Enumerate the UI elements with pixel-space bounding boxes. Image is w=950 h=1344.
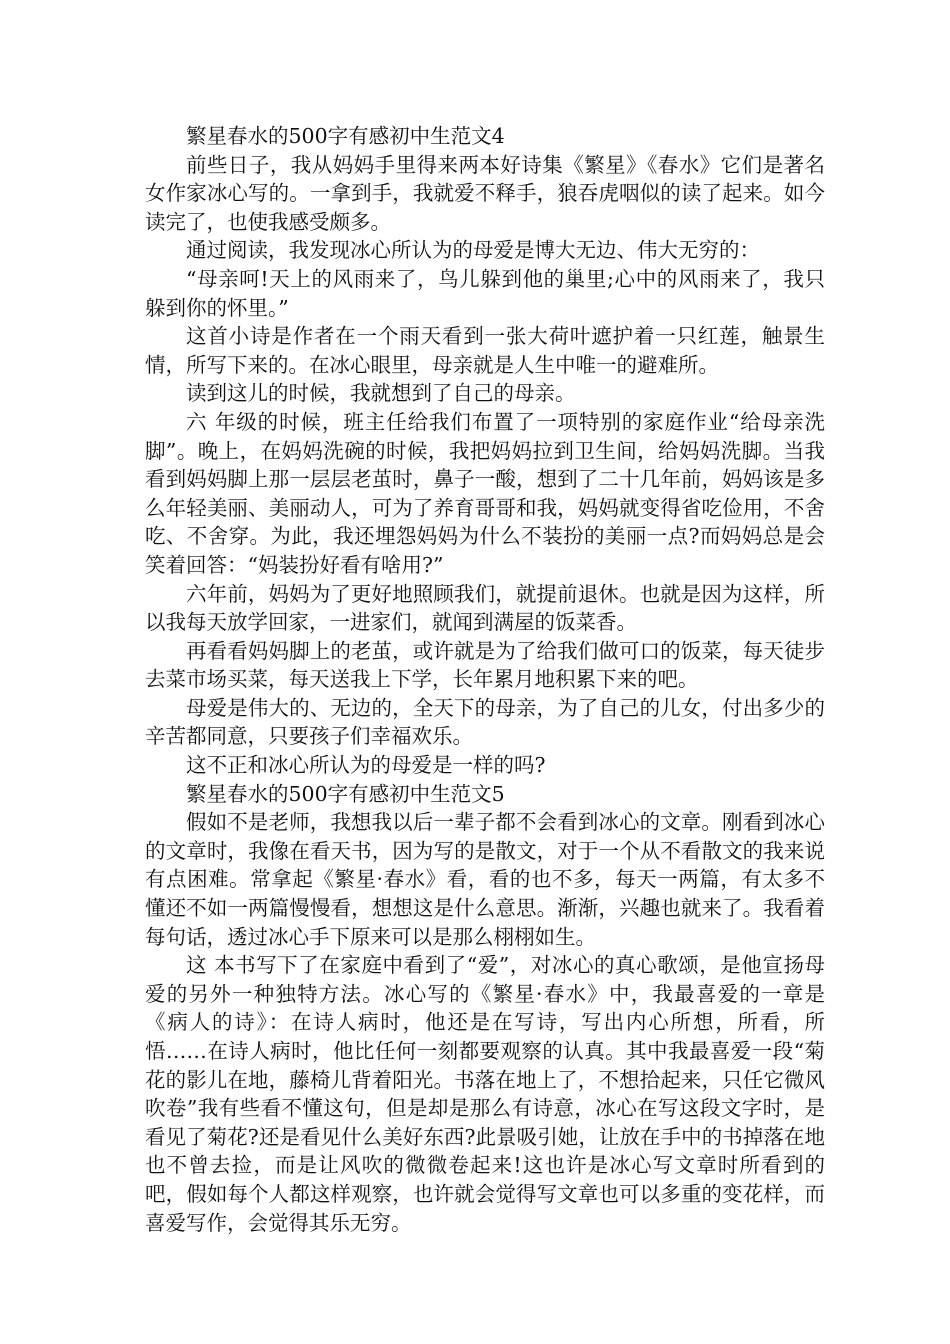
paragraph: 通过阅读，我发现冰心所认为的母爱是博大无边、伟大无穷的： (186, 238, 760, 263)
section-heading-5: 繁星春水的500字有感初中生范文5 (186, 781, 505, 806)
poem-quote: “母亲呵!天上的风雨来了，鸟儿躲到他的巢里;心中的风雨来了，我只躲到你的怀里。” (145, 266, 825, 320)
paragraph: 这首小诗是作者在一个雨天看到一张大荷叶遮护着一只红莲，触景生情，所写下来的。在冰心眼里，母亲就是人生中唯一的避难所。 (145, 324, 825, 377)
paragraph: 这不正和冰心所认为的母爱是一样的吗? (186, 753, 546, 778)
paragraph: 母爱是伟大的、无边的，全天下的母亲，为了自己的儿女，付出多少的辛苦都同意，只要孩子们幸福欢乐。 (145, 695, 825, 749)
paragraph: 这 本书写下了在家庭中看到了“爱”，对冰心的真心歌颂，是他宣扬母爱的另外一种独特方法。冰心写的《繁星·春水》中，我最喜爱的一章是《病人的诗》：在诗人病时，他还是在写诗，写出内心所想，所看，所悟……在诗人病时，他比任何一刻都要观察的认真。其中我最喜爱一段“菊花的影儿在地，藤椅儿背着阳光。书落在地上了，不想拾起来，只任它微风吹卷”我有些看不懂这句，但是却是那么有诗意，冰心在写这段文字时，是看见了菊花?还是看见什么美好东西?此景吸引她，让放在手中的书掉落在地也不曾去捡，而是让风吹的微微卷起来!这也许是冰心写文章时所看到的吧，假如每个人都这样观察，也许就会觉得写文章也可以多重的变花样，而喜爱写作，会觉得其乐无穷。 (145, 953, 825, 1235)
paragraph: 六 年级的时候，班主任给我们布置了一项特别的家庭作业“给母亲洗脚”。晚上，在妈妈洗碗的时候，我把妈妈拉到卫生间，给妈妈洗脚。当我看到妈妈脚上那一层层老茧时，鼻子一酸，想到了二十几年前，妈妈该是多么年轻美丽、美丽动人，可为了养育哥哥和我，妈妈就变得省吃俭用，不舍吃、不舍穿。为此，我还埋怨妈妈为什么不装扮的美丽一点?而妈妈总是会笑着回答：“妈装扮好看有啥用?” (145, 409, 825, 577)
paragraph: 假如不是老师，我想我以后一辈子都不会看到冰心的文章。刚看到冰心的文章时，我像在看天书，因为写的是散文，对于一个从不看散文的我来说有点困难。常拿起《繁星·春水》看，看的也不多，每天一两篇，有太多不懂还不如一两篇慢慢看，想想这是什么意思。渐渐，兴趣也就来了。我看着每句话，透过冰心手下原来可以是那么栩栩如生。 (145, 810, 825, 949)
document-body (145, 122, 825, 1237)
paragraph: 读到这儿的时候，我就想到了自己的母亲。 (186, 381, 576, 406)
paragraph: 六年前，妈妈为了更好地照顾我们，就提前退休。也就是因为这样，所以我每天放学回家，一进家们，就闻到满屋的饭菜香。 (145, 581, 825, 635)
paragraph: 前些日子，我从妈妈手里得来两本好诗集《繁星》《春水》它们是著名女作家冰心写的。一拿到手，我就爱不释手，狼吞虎咽似的读了起来。如今读完了，也使我感受颇多。 (145, 152, 825, 234)
paragraph: 再看看妈妈脚上的老茧，或许就是为了给我们做可口的饭菜，每天徒步去菜市场买菜，每天送我上下学，长年累月地积累下来的吧。 (145, 638, 825, 692)
section-heading-4: 繁星春水的500字有感初中生范文4 (186, 124, 505, 148)
